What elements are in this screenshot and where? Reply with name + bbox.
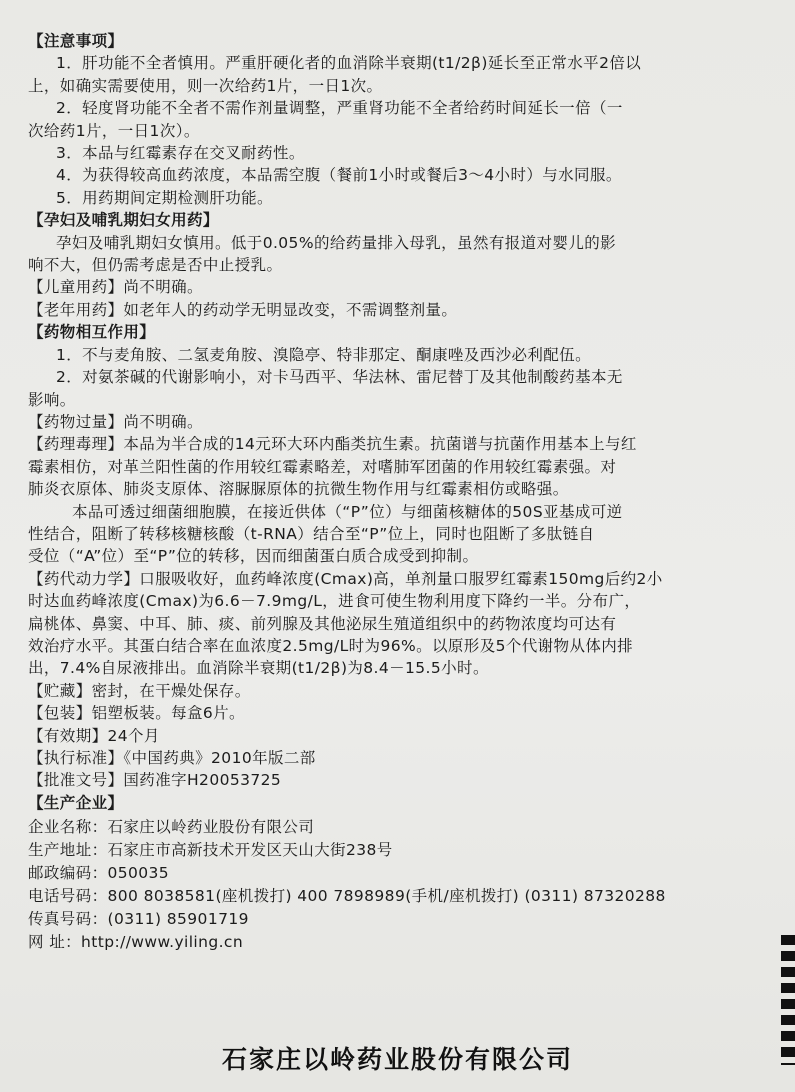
text-line: 【有效期】24个月	[28, 726, 160, 745]
company-line: 邮政编码：050035	[28, 864, 170, 883]
text-line: 上，如确实需要使用，则一次给药1片，一日1次。	[28, 76, 383, 95]
text-line: 【批准文号】国药准字H20053725	[28, 771, 282, 790]
text-line: 影响。	[28, 390, 76, 409]
text-line: 【执行标准】《中国药典》2010年版二部	[28, 749, 316, 767]
text-line: 受位（“A”位）至“P”位的转移，因而细菌蛋白质合成受到抑制。	[28, 547, 479, 566]
text-line: 5．用药期间定期检测肝功能。	[56, 188, 273, 207]
text-line: 孕妇及哺乳期妇女慎用。低于0.05%的给药量排入母乳，虽然有报道对婴儿的影	[56, 233, 617, 252]
company-info	[28, 816, 748, 954]
text-line: 【药理毒理】本品为半合成的14元环大环内酯类抗生素。抗菌谱与抗菌作用基本上与红	[28, 435, 637, 454]
text-line: 【药代动力学】口服吸收好，血药峰浓度(Cmax)高，单剂量口服罗红霉素150mg后约2小	[28, 569, 663, 588]
text-line: 2．对氨茶碱的代谢影响小，对卡马西平、华法林、雷尼替丁及其他制酸药基本无	[56, 368, 623, 387]
text-line: 【药物过量】尚不明确。	[28, 412, 203, 431]
text-line: 【老年用药】如老年人的药动学无明显改变，不需调整剂量。	[28, 300, 458, 319]
leaflet-body	[28, 30, 748, 954]
company-line: 企业名称：石家庄以岭药业股份有限公司	[28, 818, 315, 837]
text-line: 响不大，但仍需考虑是否中止授乳。	[28, 256, 283, 275]
text-line: 【生产企业】	[28, 793, 124, 812]
company-line: 电话号码：800 8038581(座机拨打) 400 7898989(手机/座机拨打) (0311) 87320288	[28, 887, 666, 906]
sections-block	[28, 30, 748, 814]
text-line: 性结合，阻断了转移核糖核酸（t-RNA）结合至“P”位上，同时也阻断了多肽链自	[28, 524, 595, 543]
text-line: 【药物相互作用】	[28, 323, 156, 342]
text-line: 扁桃体、鼻窦、中耳、肺、痰、前列腺及其他泌尿生殖道组织中的药物浓度均可达有	[28, 614, 617, 633]
text-line: 4．为获得较高血药浓度，本品需空腹（餐前1小时或餐后3～4小时）与水同服。	[56, 166, 622, 185]
text-line: 【孕妇及哺乳期妇女用药】	[28, 211, 219, 230]
text-line: 【注意事项】	[28, 32, 124, 50]
text-line: 时达血药峰浓度(Cmax)为6.6－7.9mg/L，进食可使生物利用度下降约一半。分布广，	[28, 592, 641, 611]
text-line: 次给药1片，一日1次）。	[28, 121, 200, 140]
text-line: 【包装】铝塑板装。每盒6片。	[28, 704, 245, 723]
text-line: 1．不与麦角胺、二氢麦角胺、溴隐亭、特非那定、酮康唑及西沙必利配伍。	[56, 345, 591, 364]
text-line: 3．本品与红霉素存在交叉耐药性。	[56, 144, 305, 163]
text-line: 肺炎衣原体、肺炎支原体、溶脲脲原体的抗微生物作用与红霉素相仿或略强。	[28, 480, 569, 499]
company-line: 传真号码：(0311) 85901719	[28, 910, 249, 929]
text-line: 本品可透过细菌细胞膜，在接近供体（“P”位）与细菌核糖体的50S亚基成可逆	[72, 502, 623, 521]
company-line: 网 址：http://www.yiling.cn	[28, 933, 244, 952]
text-line: 【贮藏】密封，在干燥处保存。	[28, 681, 251, 700]
footer-company-name: 石家庄以岭药业股份有限公司	[221, 1045, 573, 1074]
edge-print-mark	[781, 935, 795, 1065]
text-line: 效治疗水平。其蛋白结合率在血浓度2.5mg/L时为96%。以原形及5个代谢物从体内排	[28, 636, 634, 655]
text-line: 2．轻度肾功能不全者不需作剂量调整，严重肾功能不全者给药时间延长一倍（一	[56, 99, 623, 118]
company-line: 生产地址：石家庄市高新技术开发区天山大街238号	[28, 841, 393, 860]
text-line: 霉素相仿，对革兰阳性菌的作用较红霉素略差，对嗜肺军团菌的作用较红霉素强。对	[28, 457, 617, 476]
text-line: 出，7.4%自尿液排出。血消除半衰期(t1/2β)为8.4－15.5小时。	[28, 659, 489, 678]
text-line: 【儿童用药】尚不明确。	[28, 278, 203, 297]
text-line: 1．肝功能不全者慎用。严重肝硬化者的血消除半衰期(t1/2β)延长至正常水平2倍以	[56, 54, 642, 73]
